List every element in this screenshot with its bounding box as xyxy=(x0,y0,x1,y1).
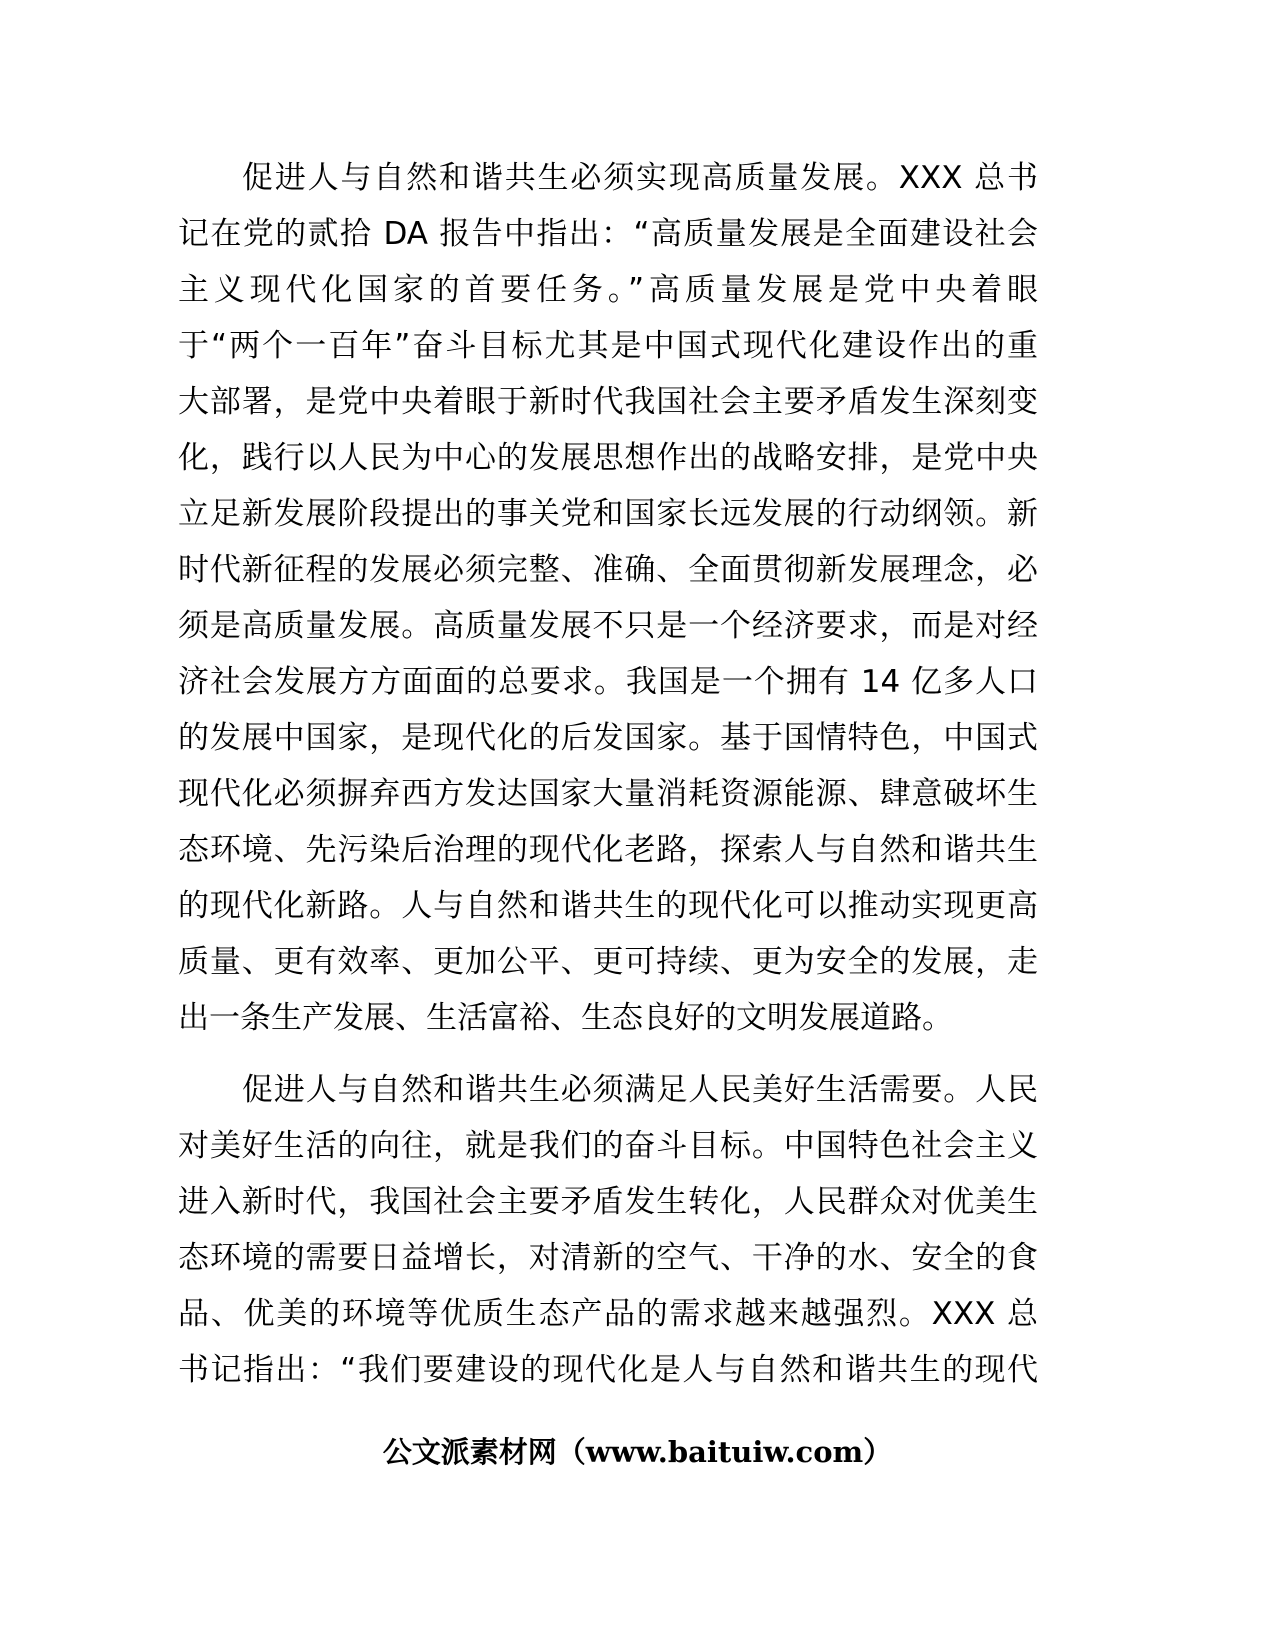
paragraph-line: 主义现代化国家的首要任务。”高质量发展是党中央着眼 xyxy=(178,272,1038,308)
paragraph-line: 现代化必须摒弃西方发达国家大量消耗资源能源、肆意破坏生 xyxy=(178,776,1038,812)
paragraph-line: 进入新时代，我国社会主要矛盾发生转化，人民群众对优美生 xyxy=(178,1184,1038,1220)
paragraph-line: 态环境、先污染后治理的现代化老路，探索人与自然和谐共生 xyxy=(178,832,1038,868)
paragraph-2 xyxy=(178,1062,1038,1398)
paragraph-line: 的现代化新路。人与自然和谐共生的现代化可以推动实现更高 xyxy=(178,888,1038,924)
paragraph-1 xyxy=(178,150,1038,1046)
paragraph-line: 促进人与自然和谐共生必须满足人民美好生活需要。人民 xyxy=(242,1072,1038,1108)
paragraph-line: 立足新发展阶段提出的事关党和国家长远发展的行动纲领。新 xyxy=(178,496,1038,532)
paragraph-line: 须是高质量发展。高质量发展不只是一个经济要求，而是对经 xyxy=(178,608,1038,644)
paragraph-line: 的发展中国家，是现代化的后发国家。基于国情特色，中国式 xyxy=(178,720,1038,756)
paragraph-line: 对美好生活的向往，就是我们的奋斗目标。中国特色社会主义 xyxy=(178,1128,1038,1164)
paragraph-line: 书记指出：“我们要建设的现代化是人与自然和谐共生的现代 xyxy=(178,1352,1038,1388)
paragraph-line: 品、优美的环境等优质生态产品的需求越来越强烈。XXX 总 xyxy=(178,1296,1038,1332)
paragraph-line: 时代新征程的发展必须完整、准确、全面贯彻新发展理念，必 xyxy=(178,552,1038,588)
paragraph-line: 大部署，是党中央着眼于新时代我国社会主要矛盾发生深刻变 xyxy=(178,384,1038,420)
document-body xyxy=(178,150,1038,1398)
paragraph-line: 于“两个一百年”奋斗目标尤其是中国式现代化建设作出的重 xyxy=(178,328,1038,364)
paragraph-line: 济社会发展方方面面的总要求。我国是一个拥有 14 亿多人口 xyxy=(178,664,1038,700)
paragraph-line: 态环境的需要日益增长，对清新的空气、干净的水、安全的食 xyxy=(178,1240,1038,1276)
paragraph-line: 记在党的贰拾 DA 报告中指出：“高质量发展是全面建设社会 xyxy=(178,216,1038,252)
footer-watermark: 公文派素材网（www.baituiw.com） xyxy=(382,1435,893,1469)
paragraph-spacer xyxy=(178,1046,1038,1062)
paragraph-line: 促进人与自然和谐共生必须实现高质量发展。XXX 总书 xyxy=(242,160,1038,196)
paragraph-line: 化，践行以人民为中心的发展思想作出的战略安排，是党中央 xyxy=(178,440,1038,476)
paragraph-line: 质量、更有效率、更加公平、更可持续、更为安全的发展，走 xyxy=(178,944,1038,980)
paragraph-line: 出一条生产发展、生活富裕、生态良好的文明发展道路。 xyxy=(178,1000,953,1036)
